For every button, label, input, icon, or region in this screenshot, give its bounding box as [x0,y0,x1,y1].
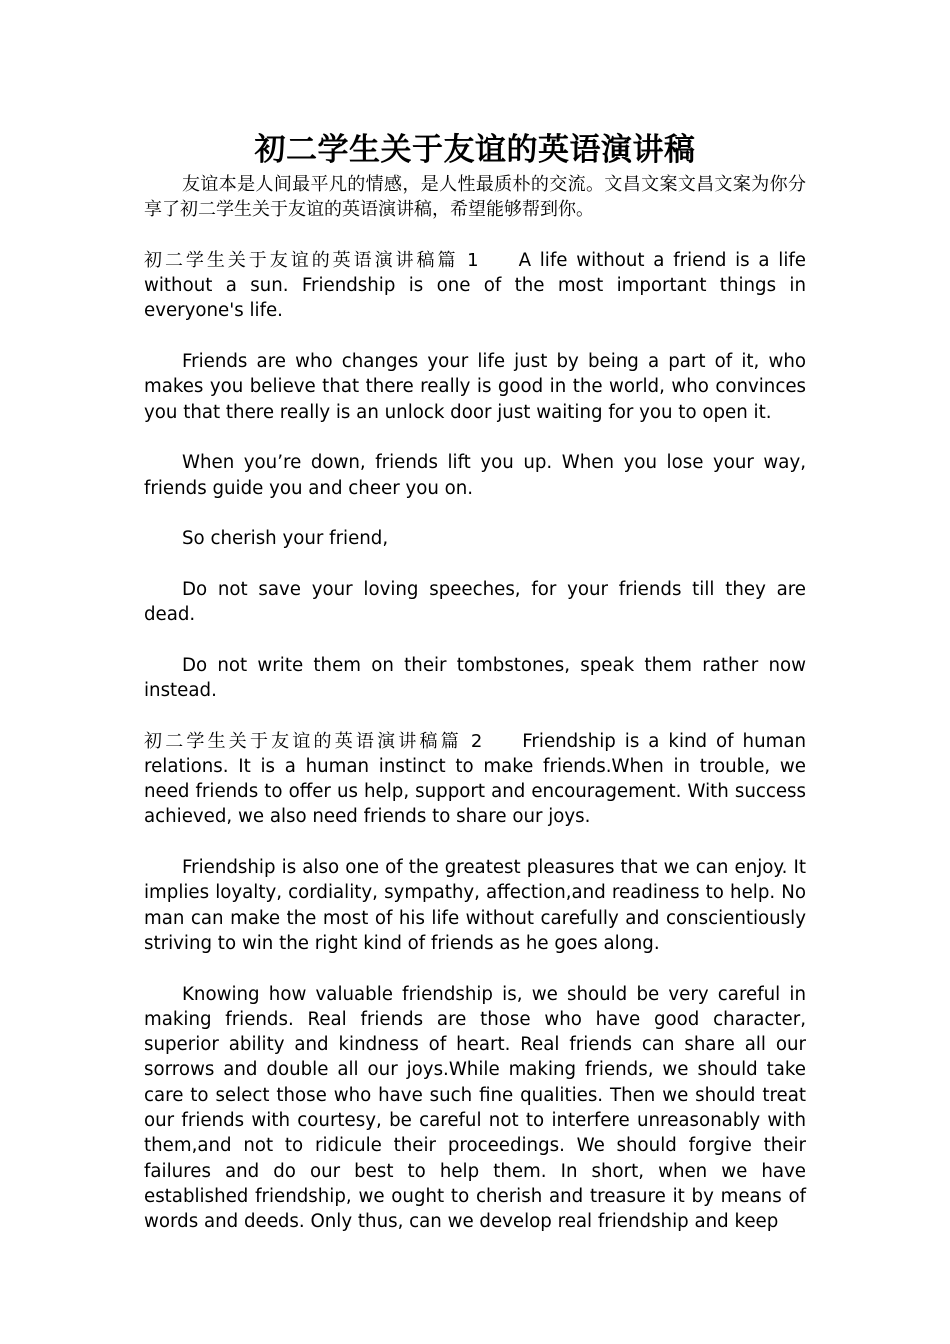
section2-first-paragraph [144,729,806,830]
intro-paragraph: 友谊本是人间最平凡的情感，是人性最质朴的交流。文昌文案文昌文案为你分享了初二学生关于友谊的英语演讲稿，希望能够帮到你。 [144,174,806,221]
section2-paragraph: Friendship is also one of the greatest pleasures that we can enjoy. It implies loyalty, cordiality, sympathy, affection,and readiness to help. No man can make the most of his life without carefully and conscientiously striving to win the right kind of friends as he goes along. [144,857,806,954]
section1-paragraph: When you’re down, friends lift you up. When you lose your way, friends guide you and cheer you on. [144,452,806,499]
section1-first-text: A life without a friend is a life without a sun. Friendship is one of the most important things in everyone's life. [144,249,806,322]
section1-first-paragraph [144,248,806,324]
spacer [144,324,806,349]
spacer [144,551,806,576]
section2-first-text: Friendship is a kind of human relations. It is a human instinct to make friends.When in trouble, we need friends to offer us help, support and encouragement. With success achieved, we also need friends to share our joys. [144,730,806,828]
section1-paragraph: Do not write them on their tombstones, speak them rather now instead. [144,654,806,701]
section1-paragraph: Friends are who changes your life just by being a part of it, who makes you believe that there really is good in the world, who convinces you that there really is an unlock door just waiting for you to open it. [144,351,806,423]
document-page [144,128,806,1234]
document-title: 初二学生关于友谊的英语演讲稿 [254,132,696,168]
spacer [144,830,806,855]
spacer [144,501,806,526]
section2-heading: 初二学生关于友谊的英语演讲稿篇 2 [144,730,483,752]
section2-paragraph: Knowing how valuable friendship is, we should be very careful in making friends. Real friends are those who have good character, superior ability and kindness of heart. Real friends can share all our sorrows and double all our joys.While making friends, we should take care to select those who have such fine qualities. Then we should treat our friends with courtesy, be careful not to interfere unreasonably with them,and not to ridicule their proceedings. We should forgive their failures and do our best to help them. In short, when we have established friendship, we ought to cherish and treasure it by means of words and deeds. Only thus, can we develop real friendship and keep [144,983,806,1233]
spacer [144,223,806,248]
spacer [144,956,806,981]
section1-paragraph: Do not save your loving speeches, for your friends till they are dead. [144,578,806,626]
section1-heading: 初二学生关于友谊的英语演讲稿篇 1 [144,249,479,271]
section1-paragraph: So cherish your friend, [182,528,389,550]
spacer [144,627,806,652]
spacer [144,703,806,728]
spacer [144,425,806,450]
